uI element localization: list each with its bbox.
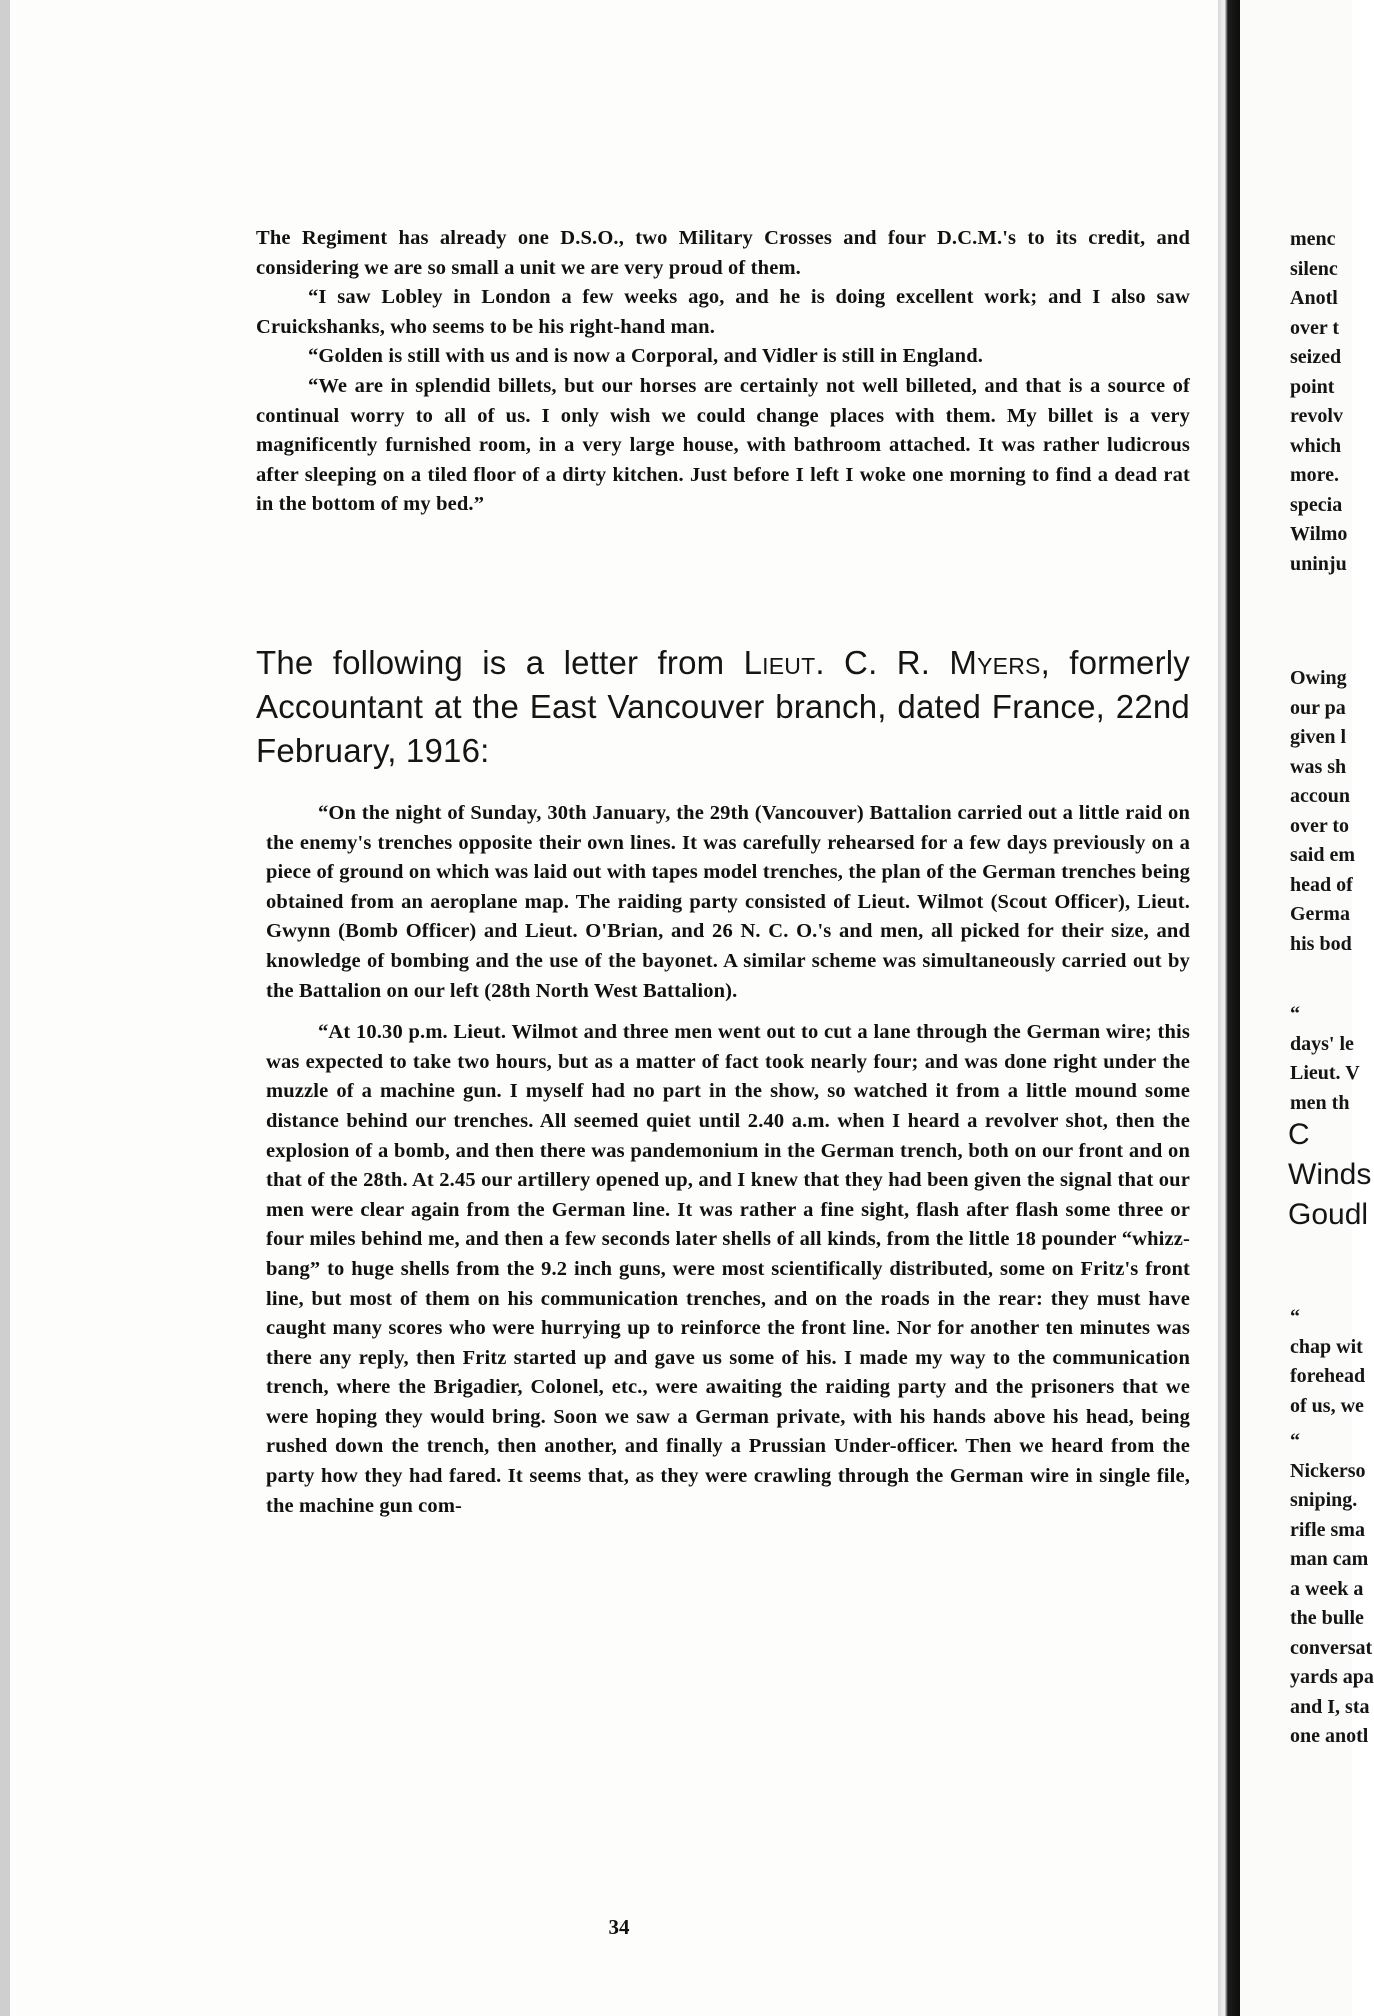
right-page-text-fragment: and I, sta (1290, 1695, 1370, 1718)
intro-paragraph: The Regiment has already one D.S.O., two Military Crosses and four D.C.M.'s to its credit, and considering we are so small a unit we are very proud of them. (256, 227, 1190, 279)
right-page-text-fragment: C (1288, 1118, 1310, 1151)
right-page-text-fragment: silenc (1290, 257, 1338, 280)
right-page-text-fragment: forehead (1290, 1365, 1366, 1387)
right-page-text-fragment: Nickerso (1290, 1459, 1366, 1482)
right-page-text-fragment: revolv (1290, 405, 1343, 427)
right-page-text-fragment: specia (1290, 493, 1343, 516)
right-page-text-fragment: uninju (1290, 552, 1347, 575)
right-page-text-fragment: Goudl (1288, 1198, 1369, 1231)
right-page-text-fragment: days' le (1290, 1032, 1354, 1055)
intro-paragraph: “Golden is still with us and is now a Corporal, and Vidler is still in England. (308, 345, 984, 368)
right-page-text-fragment: rifle sma (1290, 1518, 1365, 1541)
right-page-text-fragment: given l (1290, 726, 1347, 748)
right-page-text-fragment: over to (1290, 814, 1350, 837)
right-page-text-fragment: “ (1290, 1430, 1300, 1452)
right-page-text-fragment: menc (1290, 228, 1336, 250)
right-page-text-fragment: a week a (1290, 1577, 1364, 1600)
right-page-text-fragment: conversat (1290, 1636, 1373, 1659)
right-page-text-fragment: his bod (1290, 932, 1352, 955)
right-page-text-fragment: “ (1290, 1003, 1300, 1025)
right-page-text-fragment: Winds (1288, 1158, 1372, 1191)
right-page-text-fragment: chap wit (1290, 1335, 1363, 1358)
right-page-text-fragment: Germa (1290, 903, 1350, 925)
right-page-text-fragment: which (1290, 434, 1342, 457)
right-page-text-fragment: the bulle (1290, 1607, 1364, 1629)
right-page-text-fragment: over t (1290, 316, 1340, 339)
right-page-text-fragment: head of (1290, 873, 1353, 896)
letter-body (266, 799, 1190, 1521)
right-page-text-fragment: was sh (1290, 755, 1347, 778)
right-page-text-fragment: of us, we (1290, 1394, 1364, 1417)
right-page-text-fragment: seized (1290, 346, 1342, 368)
intro-paragraph: “We are in splendid billets, but our horses are certainly not well billeted, and that is a source of continual worry to all of us. I only wish we could change places with them. My billet is a very magnificently furnished room, in a very large house, with bathroom attached. It was rather ludicrous after sleeping on a tiled floor of a dirty kitchen. Just before I left I woke one morning to find a dead rat in the bottom of my bed.” (256, 374, 1190, 516)
right-page-text-fragment: “ (1290, 1306, 1300, 1328)
book-gutter (1218, 0, 1240, 2016)
right-page-text-fragment: man cam (1290, 1548, 1369, 1570)
right-page-text-fragment: Lieut. V (1290, 1062, 1360, 1084)
right-page-text-fragment: our pa (1290, 696, 1346, 719)
right-page-text-fragment: one anotl (1290, 1725, 1369, 1747)
right-page-text-fragment: Wilmo (1290, 523, 1348, 545)
page-number: 34 (608, 1915, 630, 1939)
right-page-text-fragment: said em (1290, 844, 1355, 866)
right-page-text-fragment: more. (1290, 464, 1340, 486)
right-page-text-fragment: men th (1290, 1091, 1350, 1114)
right-page-text-fragment: point (1290, 375, 1335, 398)
heading-text: The following is a letter from (256, 644, 744, 681)
right-page-text-fragment: Anotl (1290, 287, 1338, 309)
letter-paragraph: “On the night of Sunday, 30th January, the 29th (Vancouver) Battalion carried out a little raid on the enemy's trenches opposite their own lines. It was carefully rehearsed for a few days previously on a piece of ground on which was laid out with tapes model trenches, the plan of the German trenches being obtained from an aeroplane map. The raiding party consisted of Lieut. Wilmot (Scout Officer), Lieut. Gwynn (Bomb Officer) and Lieut. O'Brian, and 26 N. C. O.'s and men, all picked for their size, and knowledge of bombing and the use of the bayonet. A similar scheme was simultaneously carried out by the Battalion on our left (28th North West Battalion). (266, 802, 1190, 1002)
letter-heading (256, 641, 1190, 773)
right-page (1240, 0, 1374, 2016)
letter-paragraph: “At 10.30 p.m. Lieut. Wilmot and three men went out to cut a lane through the German wire; this was expected to take two hours, but as a matter of fact took nearly four; and was done right under the muzzle of a machine gun. I myself had no part in the show, so watched it from a little mound some distance behind our trenches. All seemed quiet until 2.40 a.m. when I heard a revolver shot, then the explosion of a bomb, and then there was pandemonium in the German trench, both on our front and on that of the 28th. At 2.45 our artillery opened up, and I knew that they had been given the signal that our men were clear again from the German line. It was rather a fine sight, flash after flash some three or four miles behind me, and then a few seconds later shells of all kinds, from the little 18 pounder “whizz-bang” to huge shells from the 9.2 inch guns, were most scientifically distributed, some on Fritz's front line, but most of them on his communication trenches, and on the roads in the rear: they must have caught many scores who were hurrying up to reinforce the front line. Nor for another ten minutes was there any reply, then Fritz started up and gave us some of his. I made my way to the communication trench, where the Brigadier, Colonel, etc., were awaiting the raiding party and the prisoners that we were hoping they would bring. Soon we saw a German private, with his hands above his head, being rushed down the trench, then another, and finally a Prussian Under-officer. Then we heard from the party how they had fared. It seems that, as they were crawling through the German wire in single file, the machine gun com- (266, 1021, 1190, 1517)
letter-intro (256, 224, 1190, 520)
intro-paragraph: “I saw Lobley in London a few weeks ago, and he is doing excellent work; and I also saw Cruickshanks, who seems to be his right-hand man. (256, 286, 1190, 338)
heading-text-cont: , formerly Accountant at the East Vancouver branch, dated France, 22nd February, 1916: (256, 644, 1191, 769)
heading-author-name: Lieut. C. R. Myers (743, 644, 1041, 681)
right-page-text-fragment: accoun (1290, 785, 1350, 807)
right-page-text-fragment: sniping. (1290, 1489, 1358, 1511)
right-page-text-fragment: yards apa (1290, 1666, 1374, 1688)
right-page-text-fragment: Owing (1290, 667, 1347, 689)
